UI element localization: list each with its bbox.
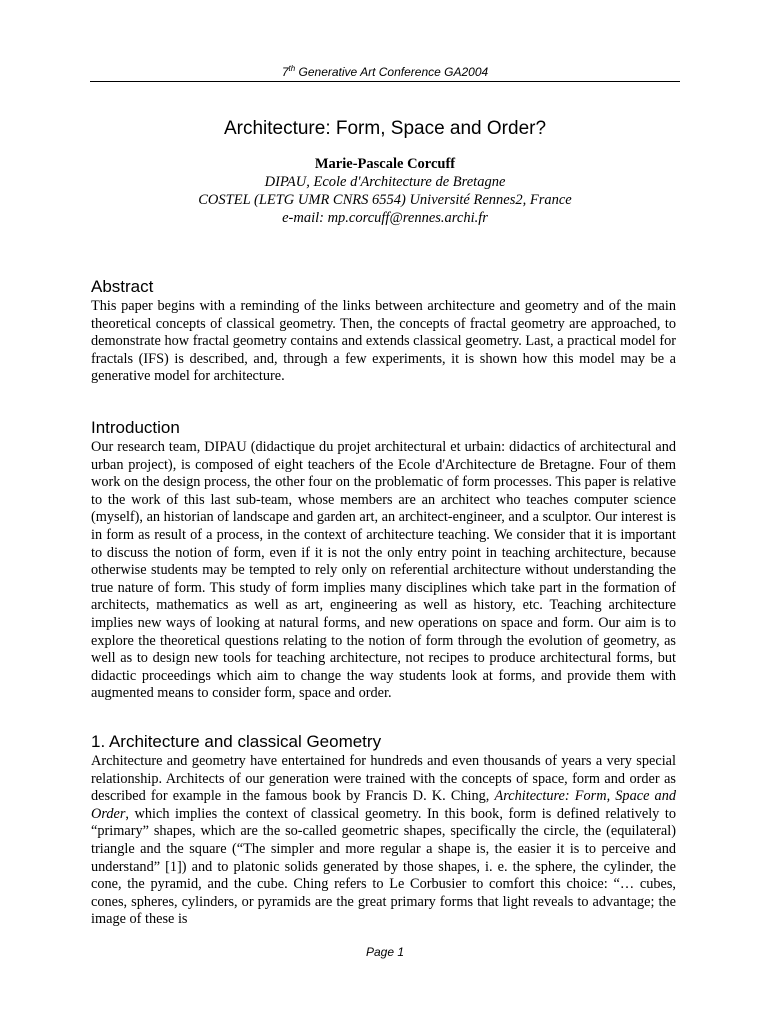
introduction-text: Our research team, DIPAU (didactique du projet architectural et urbain: didactics of architectural and urban project), is composed of eight teachers of the Ecole d'Architecture de Bretagne. Four of them work on the design process, the other four on the problematic of form processes. This paper is relative to the work of this last sub-team, whose members are an architect who teaches computer science (myself), an historian of landscape and garden art, an architect-engineer, and a sculptor. Our interest is in form as result of a process, in the context of architecture teaching. We consider that it is important to discuss the notion of form, even if it is not the only entry point in teaching architecture, because otherwise students may be tempted to rely only on referential architecture without understanding the true nature of form. This study of form implies many disciplines which take part in the formation of architects, mathematics as well as art, engineering as well as history, etc. Teaching architecture implies new ways of looking at natural forms, and new operations on space and form. Our aim is to explore the theoretical questions relating to the notion of form through the evolution of geometry, as well as to design new tools for teaching architecture, not recipes to produce architectural forms, but didactic proceedings which aim to change the way students look at forms, and provide them with augmented means to consider form, space and order.	[91, 439, 676, 702]
paper-title: Architecture: Form, Space and Order?	[223, 118, 547, 139]
author-affiliation-1: DIPAU, Ecole d'Architecture de Bretagne	[264, 174, 506, 190]
author-affiliation-2: COSTEL (LETG UMR CNRS 6554) Université Rennes2, France	[198, 192, 572, 208]
abstract-heading: Abstract	[91, 277, 154, 296]
author-email: e-mail: mp.corcuff@rennes.archi.fr	[282, 210, 488, 226]
section-1-text	[91, 753, 676, 929]
section-1-heading: 1. Architecture and classical Geometry	[91, 732, 382, 751]
header-rule	[90, 81, 680, 82]
author-block	[90, 155, 680, 227]
page-number: Page 1	[365, 945, 405, 959]
book-title: Architecture: Form, Space and Order	[91, 788, 676, 822]
section-1-text-part-1: Architecture and geometry have entertained for hundreds and even thousands of years a very special relationship. Architects of our generation were trained with the concepts of space, form and order as described for example in the famous book by Francis D. K. Ching,	[91, 753, 676, 805]
conference-ordinal-suffix: th	[288, 64, 296, 73]
author-name: Marie-Pascale Corcuff	[314, 156, 456, 172]
running-header	[90, 64, 680, 79]
section-1-text-part-2: , which implies the context of classical geometry. In this book, form is defined relatively to “primary” shapes, which are the so-called geometric shapes, specifically the circle, the (equilateral) triangle and the square (“The simpler and more regular a shape is, the easier it is to perceive and understand” [1]) and to platonic solids generated by those shapes, i. e. the sphere, the cylinder, the cone, the pyramid, and the cube. Ching refers to Le Corbusier to comfort this choice: “… cubes, cones, spheres, cylinders, or pyramids are the great primary forms that light reveals to advantage; the image of these is	[91, 805, 676, 928]
abstract-text: This paper begins with a reminding of the links between architecture and geometry and of the main theoretical concepts of classical geometry. Then, the concepts of fractal geometry are approached, to demonstrate how fractal geometry contains and extends classical geometry. Last, a practical model for fractals (IFS) is described, and, through a few experiments, it is shown how this model may be a generative model for architecture.	[91, 298, 676, 385]
conference-ordinal: 7	[281, 65, 289, 79]
conference-name: Generative Art Conference GA2004	[295, 65, 489, 79]
introduction-heading: Introduction	[91, 418, 180, 437]
